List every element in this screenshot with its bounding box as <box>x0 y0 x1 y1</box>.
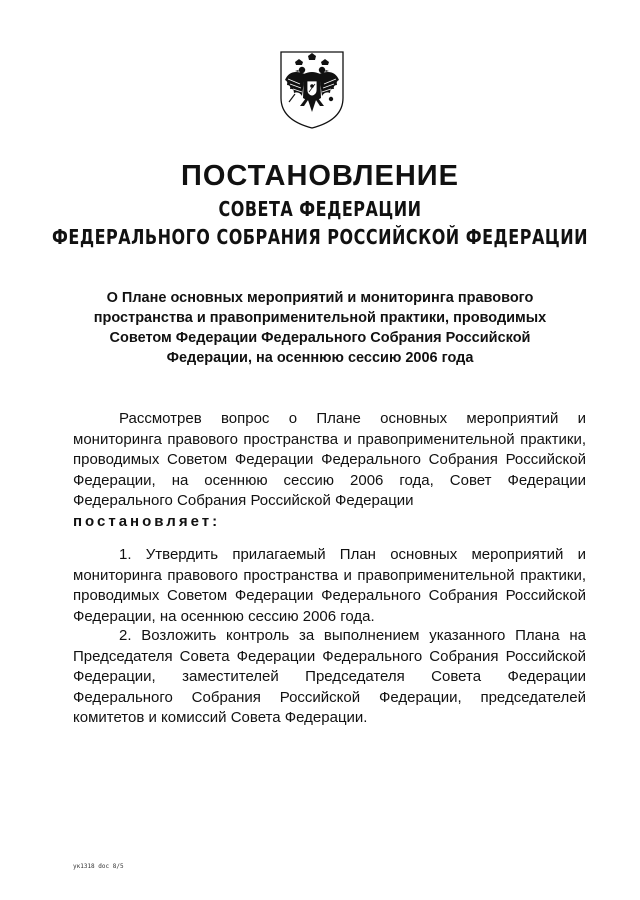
issuer-line-1: СОВЕТА ФЕДЕРАЦИИ <box>218 197 422 221</box>
preamble-paragraph <box>73 409 586 532</box>
resolution-item-1: 1. Утвердить прилагаемый План основных мероприятий и мониторинга правового пространства и правоприменительной практики, проводимых Советом Федерации Федерального Собрания Российской Федерации, на осеннюю сессию 2006 года. <box>73 546 586 625</box>
resolution-heading: О Плане основных мероприятий и мониторинга правового пространства и правоприменительной практики, проводимых Советом Федерации Федерального Собрания Российской Федерации, на осеннюю сессию 2006 года <box>93 290 547 366</box>
file-reference: ук1318 doc 8/5 <box>73 863 124 870</box>
resolves-word: постановляет: <box>73 512 221 530</box>
document-title: ПОСТАНОВЛЕНИЕ <box>181 160 459 192</box>
coat-of-arms-icon <box>278 50 346 130</box>
preamble-text: Рассмотрев вопрос о Плане основных мероприятий и мониторинга правового пространства и правоприменительной практики, проводимых Советом Федерации Федерального Собрания Российской Федерации, на осеннюю сессию 2006 года, Совет Федерации Федерального Собрания Российской Федерации <box>73 410 586 509</box>
resolution-item-2: 2. Возложить контроль за выполнением указанного Плана на Председателя Совета Федерации Федерального Собрания Российской Федерации, заместителей Председателя Совета Федерации Федерального Собрания Российской Федерации, председателей комитетов и комиссий Совета Федерации. <box>73 627 586 726</box>
issuer-line-2: ФЕДЕРАЛЬНОГО СОБРАНИЯ РОССИЙСКОЙ ФЕДЕРАЦИИ <box>52 225 588 249</box>
